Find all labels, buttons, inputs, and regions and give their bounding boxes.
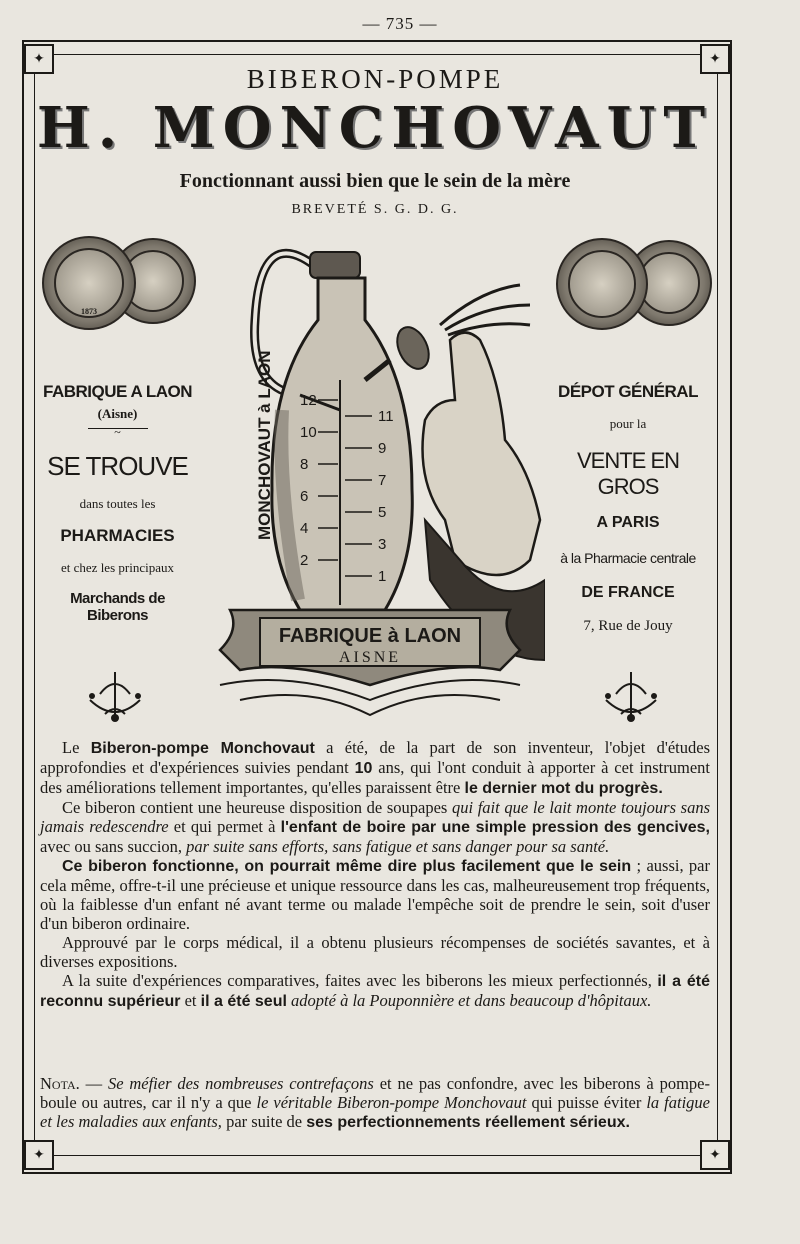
- text-run: et ne pas confondre, avec les biberons à pompe-boule ou autres, car il n'y a que: [40, 1074, 711, 1112]
- graduation-mark: 11: [378, 408, 394, 425]
- text-run: le dernier mot du progrès.: [464, 780, 663, 797]
- text-run: le véritable Biberon-pompe Monchovaut: [256, 1093, 527, 1112]
- factory-label: FABRIQUE A LAON: [43, 382, 192, 401]
- graduation-mark: 12: [300, 392, 317, 409]
- corner-ornament-bottom-right: ✦: [700, 1140, 730, 1170]
- and-at-label: et chez les principaux: [61, 560, 174, 575]
- text-run: l'enfant de boire par une simple pression des gencives,: [280, 819, 710, 836]
- page-number: — 735 —: [362, 14, 438, 33]
- for-label: pour la: [609, 416, 647, 431]
- left-column: [40, 382, 195, 624]
- france-label: DE FRANCE: [581, 584, 675, 601]
- graduation-mark: 5: [378, 504, 387, 521]
- text-run: ; aussi, par cela même, offre-t-il une précieuse et unique ressource dans les cas, malheureusement trop fréquents, où la faiblesse d'un enfant né avant terme ou malade l'empêche soit de prendre le sein, soit d'user d'un biberon ordinaire.: [40, 856, 710, 933]
- text-run: A la suite d'expériences comparatives, faites avec les biberons les mieux perfectionnés,: [62, 971, 658, 990]
- flourish-divider: ~: [88, 428, 148, 435]
- cartouche-line1: FABRIQUE à LAON: [278, 625, 462, 647]
- dealers-label: Marchands de Biberons: [70, 590, 165, 624]
- cartouche-line2: AISNE: [338, 649, 402, 666]
- graduation-mark: 7: [378, 472, 387, 489]
- text-run: et: [180, 991, 201, 1010]
- fleuron-ornament-left: [80, 664, 150, 724]
- paragraph-5: [40, 971, 710, 1011]
- text-run: et qui permet à: [168, 817, 281, 836]
- graduation-mark: 10: [300, 424, 317, 441]
- text-run: 10: [354, 760, 373, 777]
- text-run: adopté à la Pouponnière et dans beaucoup d'hôpitaux.: [291, 991, 652, 1010]
- text-run: Nota.: [40, 1074, 80, 1093]
- corner-ornament-bottom-left: ✦: [24, 1140, 54, 1170]
- text-run: il a été seul: [200, 993, 287, 1010]
- graduation-mark: 9: [378, 440, 387, 457]
- text-run: Ce biberon fonctionne, on pourrait même dire plus facilement que le sein: [62, 858, 632, 875]
- paragraph-4: [40, 933, 710, 971]
- header-patent: BREVETÉ S. G. D. G.: [291, 202, 459, 217]
- text-run: il a été reconnu supérieur: [40, 973, 710, 1010]
- header-brand-name: H. MONCHOVAUT: [36, 95, 714, 161]
- region-label: (Aisne): [97, 406, 138, 421]
- text-run: —: [79, 1074, 108, 1093]
- text-run: avec ou sans succion,: [40, 837, 187, 856]
- text-run: Le: [62, 738, 91, 757]
- corner-ornament-top-left: ✦: [24, 44, 54, 74]
- text-run: ans, qui l'ont conduit à apporter à cet instrument des améliorations tellement importantes, qu'elles paraissent être: [40, 758, 710, 797]
- text-run: a été, de la part de son inventeur, l'objet d'études approfondies et d'expériences suivies pendant: [40, 738, 710, 777]
- city-label: A PARIS: [596, 514, 660, 531]
- text-run: par suite sans efforts, sans fatigue et sans danger pour sa santé.: [186, 837, 610, 856]
- graduation-mark: 1: [378, 568, 387, 585]
- graduation-mark: 2: [300, 552, 309, 569]
- corner-ornament-top-right: ✦: [700, 44, 730, 74]
- graduation-mark: 4: [300, 520, 309, 537]
- award-medal-right: [556, 238, 648, 330]
- paragraph-1: [40, 738, 710, 798]
- wholesale-label: VENTE EN GROS: [576, 448, 680, 499]
- pharmacy-label: à la Pharmacie centrale: [560, 550, 696, 566]
- se-trouve-label: SE TROUVE: [47, 451, 188, 481]
- depot-label: DÉPOT GÉNÉRAL: [558, 382, 698, 401]
- graduation-mark: 3: [378, 536, 387, 553]
- address-label: 7, Rue de Jouy: [583, 618, 673, 634]
- text-run: Ce biberon contient une heureuse disposition de soupapes: [62, 798, 452, 817]
- bottle-pump-illustration: [200, 230, 545, 730]
- text-run: la fatigue et les maladies aux enfants,: [40, 1093, 710, 1131]
- award-medal-left: [42, 236, 136, 330]
- text-run: ses perfectionnements réellement sérieux.: [306, 1114, 630, 1131]
- cartouche-plaque: [220, 610, 520, 715]
- text-run: Approuvé par le corps médical, il a obtenu plusieurs récompenses de sociétés savantes, et à diverses expositions.: [40, 933, 710, 971]
- text-run: qui puisse éviter: [526, 1093, 647, 1112]
- header-tagline: Fonctionnant aussi bien que le sein de la mère: [179, 170, 571, 192]
- medal-year: 1873: [81, 307, 97, 316]
- fleuron-ornament-right: [596, 664, 666, 724]
- everywhere-label: dans toutes les: [79, 496, 156, 511]
- paragraph-2: [40, 798, 710, 856]
- pharmacies-label: PHARMACIES: [60, 526, 175, 545]
- text-run: Biberon-pompe Monchovaut: [90, 740, 315, 757]
- nota-paragraph: [40, 1074, 710, 1132]
- right-column: [548, 382, 708, 635]
- bottle-label: MONCHOVAUT à LAON: [255, 350, 274, 540]
- body-text: [40, 738, 710, 1011]
- graduation-mark: 6: [300, 488, 309, 505]
- text-run: par suite de: [221, 1112, 307, 1131]
- header-product-line: BIBERON-POMPE: [246, 64, 504, 94]
- graduation-mark: 8: [300, 456, 309, 473]
- text-run: qui fait que le lait monte toujours sans jamais redescendre: [40, 798, 710, 836]
- text-run: Se méfier des nombreuses contrefaçons: [107, 1074, 374, 1093]
- bottle: [255, 252, 412, 610]
- paragraph-3: [40, 856, 710, 933]
